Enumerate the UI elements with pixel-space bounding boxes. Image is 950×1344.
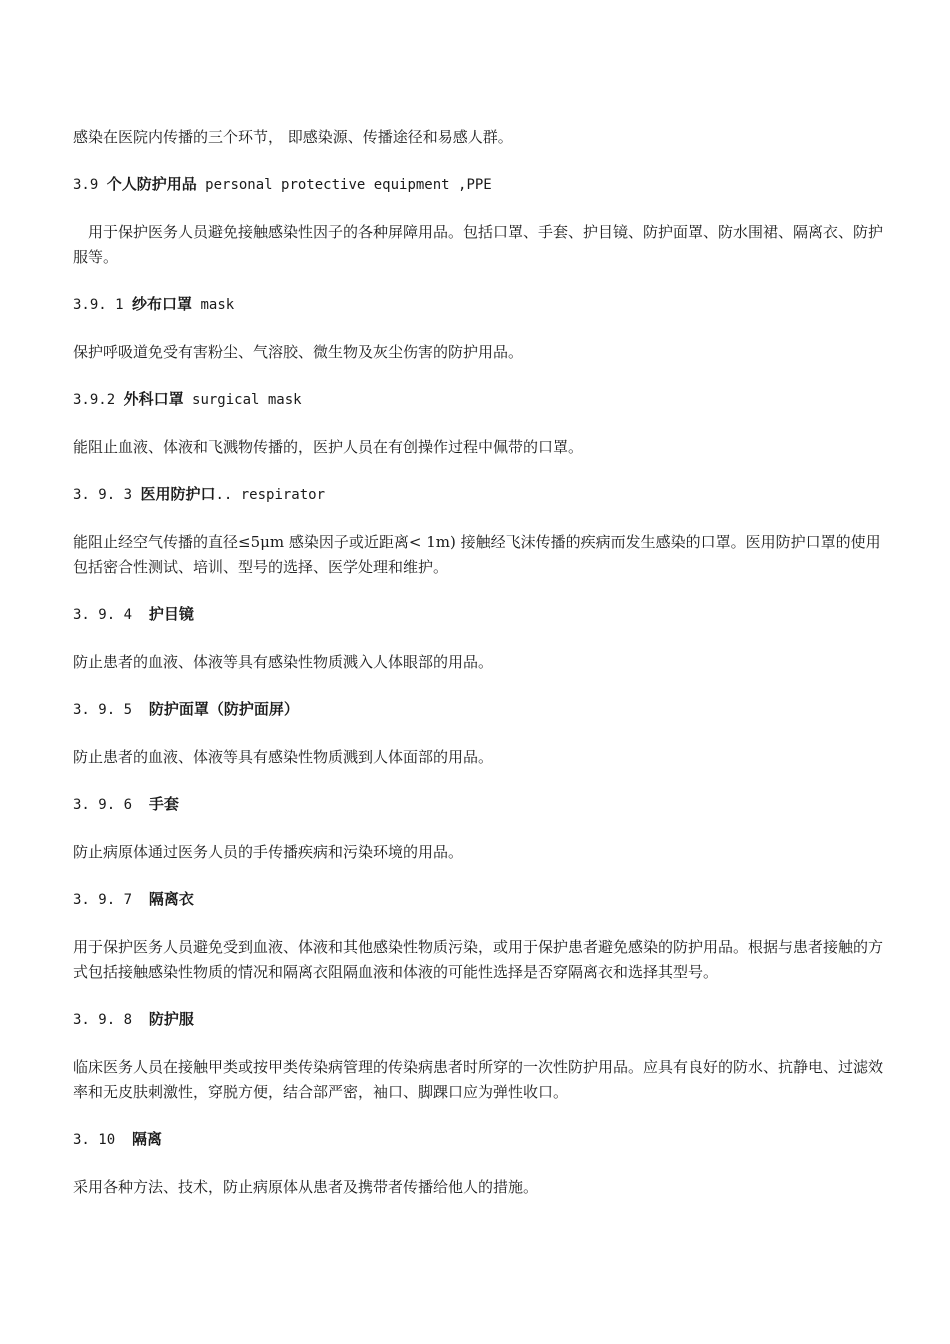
heading-3-9-7: 3. 9. 7 隔离衣 — [73, 890, 194, 908]
heading-3-9-3: 3. 9. 3 医用防护口.. respirator — [73, 485, 326, 503]
heading-3-9-5: 3. 9. 5 防护面罩（防护面屏） — [73, 700, 299, 718]
paragraph-face-shield: 防止患者的血液、体液等具有感染性物质溅到人体面部的用品。 — [73, 748, 494, 766]
heading-3-9-6: 3. 9. 6 手套 — [73, 795, 179, 813]
paragraph-ppe: 用于保护医务人员避免接触感染性因子的各种屏障用品。包括口罩、手套、护目镜、防护面罩、防水围裙、隔离衣、防护服等。 — [73, 223, 884, 266]
heading-3-9-4: 3. 9. 4 护目镜 — [73, 605, 194, 623]
heading-3-9-1: 3.9. 1 纱布口罩 mask — [73, 295, 235, 313]
paragraph-isolation-gown: 用于保护医务人员避免受到血液、体液和其他感染性物质污染，或用于保护患者避免感染的防护用品。根据与患者接触的方式包括接触感染性物质的情况和隔离衣阻隔血液和体液的可能性选择是否穿隔离衣和选择其型号。 — [73, 938, 884, 981]
heading-3-9-2: 3.9.2 外科口罩 surgical mask — [73, 390, 302, 408]
paragraph-gauze-mask: 保护呼吸道免受有害粉尘、气溶胶、微生物及灰尘伤害的防护用品。 — [73, 343, 524, 361]
paragraph-surgical-mask: 能阻止血液、体液和飞溅物传播的，医护人员在有创操作过程中佩带的口罩。 — [73, 438, 584, 456]
heading-3-9: 3.9 个人防护用品 personal protective equipment ,PPE — [73, 175, 492, 193]
heading-3-9-8: 3. 9. 8 防护服 — [73, 1010, 194, 1028]
paragraph-respirator: 能阻止经空气传播的直径≤5μm 感染因子或近距离< 1m) 接触经飞沫传播的疾病而发生感染的口罩。医用防护口罩的使用包括密合性测试、培训、型号的选择、医学处理和维护。 — [73, 533, 881, 576]
paragraph-intro: 感染在医院内传播的三个环节， 即感染源、传播途径和易感人群。 — [73, 128, 513, 146]
paragraph-goggles: 防止患者的血液、体液等具有感染性物质溅入人体眼部的用品。 — [73, 653, 494, 671]
paragraph-gloves: 防止病原体通过医务人员的手传播疾病和污染环境的用品。 — [73, 843, 464, 861]
heading-3-10: 3. 10 隔离 — [73, 1130, 163, 1148]
paragraph-protective-suit: 临床医务人员在接触甲类或按甲类传染病管理的传染病患者时所穿的一次性防护用品。应具有良好的防水、抗静电、过滤效率和无皮肤刺激性，穿脱方便，结合部严密，袖口、脚踝口应为弹性收口。 — [73, 1058, 884, 1101]
document-body — [73, 125, 888, 1200]
paragraph-isolation: 采用各种方法、技术，防止病原体从患者及携带者传播给他人的措施。 — [73, 1178, 539, 1196]
